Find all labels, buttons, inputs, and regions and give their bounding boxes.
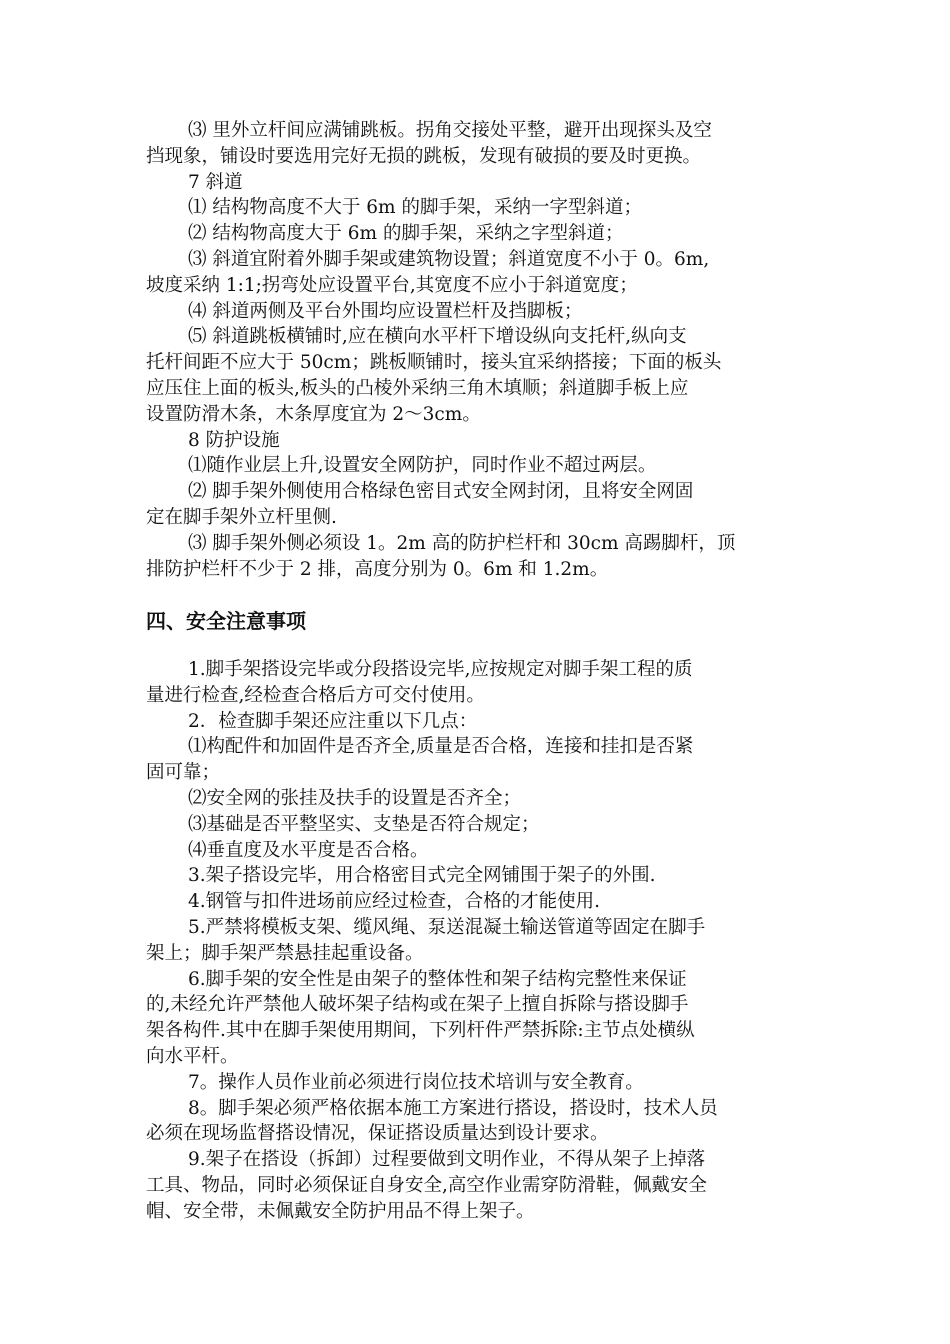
paragraph-line: 架上；脚手架严禁悬挂起重设备。: [146, 942, 424, 964]
paragraph-line: 帽、安全带，未佩戴安全防护用品不得上架子。: [146, 1200, 535, 1222]
paragraph-line: 7。操作人员作业前必须进行岗位技术培训与安全教育。: [188, 1071, 644, 1093]
paragraph-line: 定在脚手架外立杆里侧.: [146, 506, 337, 528]
paragraph-line: 挡现象，铺设时要选用完好无损的跳板，发现有破损的要及时更换。: [146, 145, 702, 167]
paragraph-line: 4.钢管与扣件进场前应经过检查，合格的才能使用.: [188, 891, 601, 913]
paragraph-line: ⑶ 斜道宜附着外脚手架或建筑物设置；斜道宽度不小于 0。6m,: [188, 248, 710, 270]
paragraph-line: ⑶基础是否平整坚实、支垫是否符合规定；: [188, 813, 540, 835]
paragraph-line: ⑷垂直度及水平度是否合格。: [188, 839, 429, 861]
paragraph-line: ⑵ 脚手架外侧使用合格绿色密目式安全网封闭，且将安全网固: [188, 481, 694, 503]
paragraph-line: 托杆间距不应大于 50cm；跳板顺铺时，接头宜采纳搭接；下面的板头: [146, 352, 722, 374]
section-safety-notes: [146, 657, 814, 1225]
paragraph-line: ⑵ 结构物高度大于 6m 的脚手架，采纳之字型斜道；: [188, 223, 624, 245]
paragraph-line: ⑴随作业层上升,设置安全网防护，同时作业不超过两层。: [188, 455, 657, 477]
section-heading: 四、安全注意事项: [146, 609, 306, 633]
paragraph-line: 1.脚手架搭设完毕或分段搭设完毕,应按规定对脚手架工程的质: [188, 659, 693, 680]
paragraph-line: 应压住上面的板头,板头的凸棱外采纳三角木填顺；斜道脚手板上应: [146, 377, 689, 399]
paragraph-line: 3.架子搭设完毕，用合格密目式完全网铺围于架子的外围.: [188, 865, 656, 887]
paragraph-line: ⑶ 脚手架外侧必须设 1。2m 高的防护栏杆和 30cm 高踢脚杆，顶: [188, 532, 736, 554]
paragraph-line: 的,未经允许严禁他人破坏架子结构或在架子上擅自拆除与搭设脚手: [146, 994, 689, 1016]
paragraph-line: ⑸ 斜道跳板横铺时,应在横向水平杆下增设纵向支托杆,纵向支: [188, 326, 687, 348]
paragraph-line: 6.脚手架的安全性是由架子的整体性和架子结构完整性来保证: [188, 968, 687, 990]
subheading-protection: 8 防护设施: [188, 429, 280, 451]
paragraph-line: 设置防滑木条，木条厚度宜为 2～3cm。: [146, 403, 481, 425]
paragraph-line: 架各构件.其中在脚手架使用期间，下列杆件严禁拆除:主节点处横纵: [146, 1020, 695, 1042]
paragraph-line: 向水平杆。: [146, 1045, 239, 1067]
paragraph-line: ⑴构配件和加固件是否齐全,质量是否合格，连接和挂扣是否紧: [188, 736, 694, 758]
paragraph-line: 坡度采纳 1:1;拐弯处应设置平台,其宽度不应小于斜道宽度；: [146, 274, 638, 296]
paragraph-line: 排防护栏杆不少于 2 排，高度分别为 0。6m 和 1.2m。: [146, 558, 609, 580]
paragraph-line: 固可靠；: [146, 762, 221, 784]
paragraph-line: 2．检查脚手架还应注重以下几点：: [188, 710, 478, 732]
paragraph-line: 8。脚手架必须严格依据本施工方案进行搭设，搭设时，技术人员: [188, 1097, 718, 1119]
subheading-ramp: 7 斜道: [188, 171, 243, 193]
paragraph-line: 量进行检查,经检查合格后方可交付使用。: [146, 684, 485, 706]
paragraph-line: ⑷ 斜道两侧及平台外围均应设置栏杆及挡脚板；: [188, 300, 583, 322]
paragraph-line: ⑵安全网的张挂及扶手的设置是否齐全；: [188, 787, 522, 809]
section-scaffold-details: [146, 118, 814, 582]
paragraph-line: 9.架子在搭设（拆卸）过程要做到文明作业，不得从架子上掉落: [188, 1149, 706, 1171]
paragraph-line: 工具、物品，同时必须保证自身安全,高空作业需穿防滑鞋，佩戴安全: [146, 1174, 707, 1196]
paragraph-line: 5.严禁将模板支架、缆风绳、泵送混凝土输送管道等固定在脚手: [188, 916, 706, 938]
paragraph-line: 必须在现场监督搭设情况，保证搭设质量达到设计要求。: [146, 1123, 609, 1145]
paragraph-line: ⑴ 结构物高度不大于 6m 的脚手架，采纳一字型斜道；: [188, 197, 642, 219]
paragraph-line: ⑶ 里外立杆间应满铺跳板。拐角交接处平整，避开出现探头及空: [188, 120, 712, 141]
